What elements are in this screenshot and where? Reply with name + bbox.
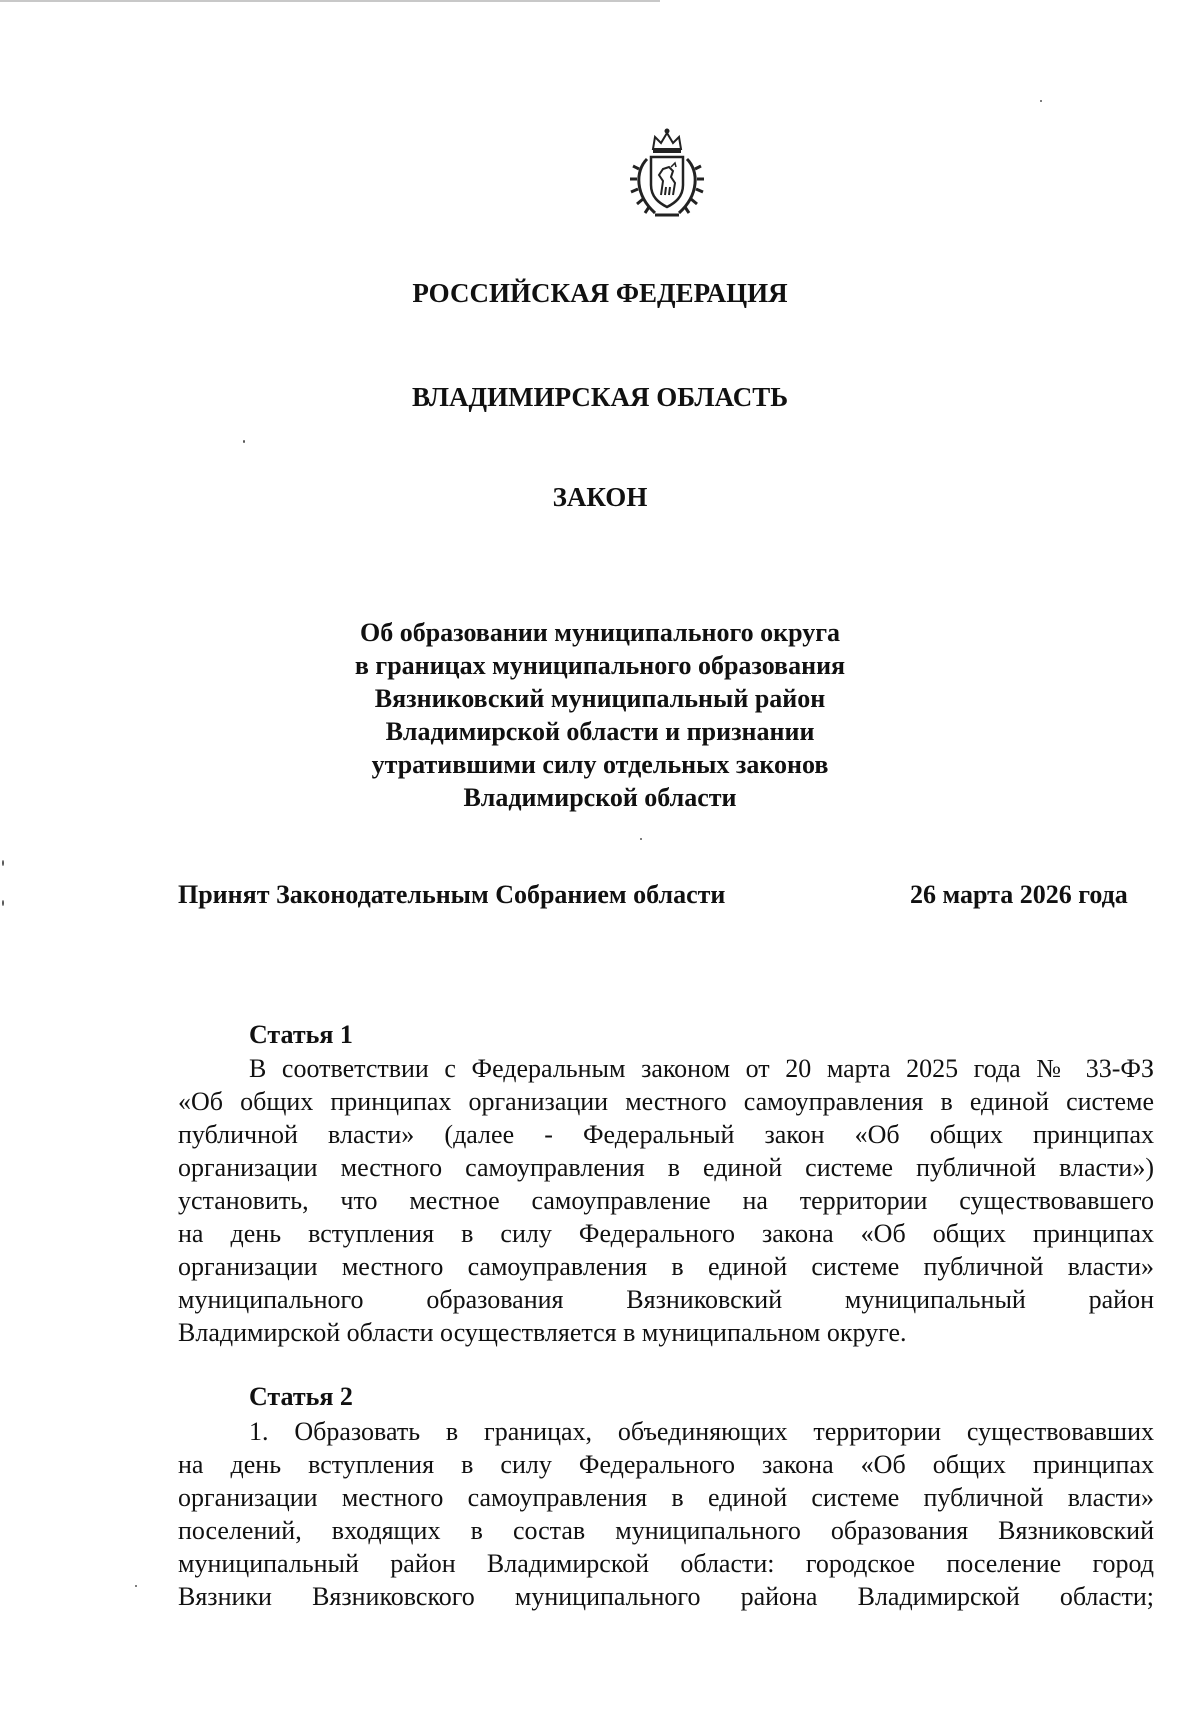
scan-speck (2, 860, 4, 866)
text-line: организации местного самоуправления в единой системе публичной власти» (178, 1252, 1154, 1281)
text-line: В соответствии с Федеральным законом от 20 марта 2025 года № 33-ФЗ (249, 1054, 1154, 1083)
adoption-date: 26 марта 2026 года (910, 880, 1128, 909)
text-line: Вязники Вязниковского муниципального района Владимирской области; (178, 1582, 1154, 1611)
text-line: «Об общих принципах организации местного самоуправления в единой системе (178, 1087, 1154, 1116)
scan-speck (2, 900, 4, 906)
law-title-line: Владимирской области и признании (385, 717, 815, 746)
article-1-text (178, 1052, 1154, 1349)
text-line: организации местного самоуправления в единой системе публичной власти» (178, 1483, 1154, 1512)
text-line: Владимирской области осуществляется в муниципальном округе. (178, 1318, 907, 1347)
text-line: организации местного самоуправления в единой системе публичной власти») (178, 1153, 1154, 1182)
law-title-line: в границах муниципального образования (354, 651, 846, 680)
region-heading: ВЛАДИМИРСКАЯ ОБЛАСТЬ (411, 382, 789, 412)
law-title-line: Об образовании муниципального округа (359, 618, 841, 647)
article-2-heading: Статья 2 (249, 1382, 353, 1411)
scan-speck (135, 1585, 137, 1587)
text-line: на день вступления в силу Федерального закона «Об общих принципах (178, 1219, 1154, 1248)
scan-speck (640, 838, 642, 840)
scan-speck (1040, 100, 1042, 102)
text-line: 1. Образовать в границах, объединяющих территории существовавших (249, 1417, 1154, 1446)
article-2-text (178, 1415, 1154, 1613)
text-line: публичной власти» (далее - Федеральный закон «Об общих принципах (178, 1120, 1154, 1149)
adopted-by: Принят Законодательным Собранием области (178, 880, 726, 909)
text-line: муниципального образования Вязниковский муниципальный район (178, 1285, 1154, 1314)
text-line: на день вступления в силу Федерального закона «Об общих принципах (178, 1450, 1154, 1479)
law-title-line: Владимирской области (463, 783, 737, 812)
scan-speck (243, 440, 245, 443)
country-heading: РОССИЙСКАЯ ФЕДЕРАЦИЯ (412, 278, 788, 308)
law-title-line: Вязниковский муниципальный район (374, 684, 826, 713)
text-line: поселений, входящих в состав муниципального образования Вязниковский (178, 1516, 1154, 1545)
scan-edge-line (0, 0, 660, 2)
coat-of-arms-emblem (625, 125, 709, 221)
law-title (300, 616, 900, 814)
document-type-heading: ЗАКОН (552, 482, 648, 512)
law-title-line: утратившими силу отдельных законов (371, 750, 829, 779)
text-line: муниципальный район Владимирской области: городское поселение город (178, 1549, 1154, 1578)
article-1-heading: Статья 1 (249, 1020, 353, 1049)
text-line: установить, что местное самоуправление на территории существовавшего (178, 1186, 1154, 1215)
